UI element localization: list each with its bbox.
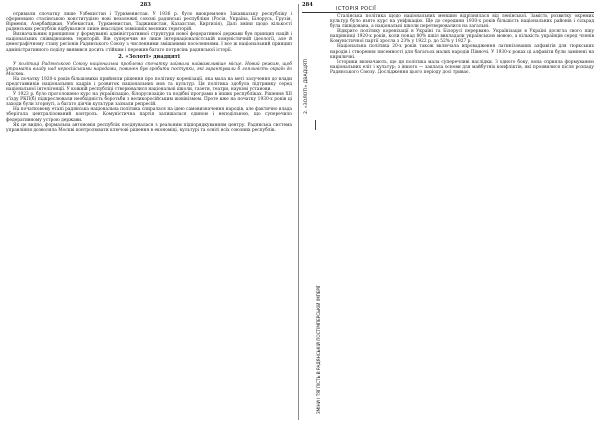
section-heading: 2. «Золоті» двадцяті	[118, 53, 180, 60]
sidebar-chapter-label: ЗМІНИ І ТЯГЛІСТЬ В РАДЯНСЬКІЙ ПОСТІМПЕРСЬКІЙ ІМПЕРІЇ	[316, 285, 321, 414]
sidebar-section-label: 2. «ЗОЛОТІ» ДВАДЦЯТІ	[304, 58, 309, 114]
paragraph: Визначальним принципом у формуванні адміністративної структури нової федеративної держави був принцип націй і національних співвідношень територій. Він суперечив не лише інтернаціоналістській комуністичній ідеології, але й демографічному стану регіонів Радянського Союзу з численними змішаними поселеннями. І все ж національний принцип адміністративного поділу виявився досить стійким і пережив багато потрясінь радянської історії.	[6, 32, 292, 53]
paragraph: Історики визначають, що ця політика мала суперечливі наслідки. З одного боку, вона сприяла формуванню національних еліт і культур; з іншого — заклала основи для майбутніх конфліктів, які проявилися після розпаду Радянського Союзу. Дослідження цього періоду досі триває.	[330, 59, 594, 75]
running-head: ІСТОРІЯ РОСІЇ	[336, 6, 377, 12]
paragraph: У 1923 р. було проголошено курс на українізацію, білорусизацію та подібні програми в інших республіках. Рішення XII з'їзду РКП(б) підкреслювали необхідність боротьби з великоросійським шовінізмом. Проте вже на початку 1930-х років ці заходи були згорнуті, а багато діячів культури зазнали репресій.	[6, 92, 292, 108]
left-page-body	[6, 12, 292, 133]
paragraph: Національна політика 20-х років також включала впровадження латинізованих алфавітів для тюркських народів і створення писемності для багатьох малих народів Півночі. У 1930-х роках ці алфавіти були замінені на кириличні.	[330, 44, 594, 60]
paragraph: Сталінська політика щодо національних меншин відрізнялася від ленінської. Замість розвитку окремих культур було взято курс на уніфікацію. Ще до середини 1930-х років більшість національних районів і сільрад була ліквідована, а національні школи перетворювалися на загальні.	[330, 14, 594, 30]
paragraph: На початку 1920-х років більшовики прийняли рішення про політику коренізації, яка мала на меті залучення до влади представників національних кадрів і розвиток національних мов та культур. Ця політика здобула підтримку серед національної інтелігенції. У кожній республіці створювалися національні школи, газети, театри, наукові установи.	[6, 76, 292, 93]
header-rule	[302, 12, 594, 13]
lead-paragraph: У політиці Радянського Союзу національна проблема спочатку займала найважливіше місце. Новий режим, щоб утримати владу над неросійськими народами, повинен був зробити поступки, які гарантували б лояльність окраїн до Москви.	[6, 61, 292, 77]
right-page-number: 284	[302, 2, 313, 8]
sidebar	[302, 14, 328, 420]
right-page-body	[330, 14, 594, 75]
sidebar-rule	[315, 120, 316, 130]
paragraph: отримали спочатку лише Узбекистан і Туркменистан. У 1936 р. було виокремлено Закавказьку республіку і сформовано сталінською конституцією нові незалежні союзні радянські республіки (Росія, Україна, Білорусь, Грузія, Вірменія, Азербайджан, Узбекистан, Туркменистан, Таджикистан, Казахстан, Киргизія), Далі зміни щодо кількості радянських республік відбувалися лише внаслідок зовнішніх воєнних територій.	[6, 12, 292, 33]
left-page-number: 283	[140, 2, 151, 8]
page-gutter	[298, 4, 299, 420]
paragraph: На початковому етапі радянська національна політика спиралася на ідею самовизначення народів, але фактично влада зберігала централізований контроль. Комуністична партія залишалася єдиною і неподільною, що суперечило федеративному устрою держави.	[6, 107, 292, 123]
paragraph: Відкрито політику коренізації в Україні та Білорусі перервано. Українізація в Україні досягла свого піку наприкінці 1920-х років, коли понад 80% шкіл викладали українською мовою, а кількість українців серед членів Комуністичної партії зросла з 23% у 1922 р. до 52% у 1927 р.	[330, 29, 594, 45]
paragraph: Як це видно, формальна автономія республік поєднувалася з реальним підпорядкуванням центру. Радянська система управління дозволяла Москві контролювати ключові рішення в економіці, культурі та освіті всіх союзних республік.	[6, 122, 292, 133]
